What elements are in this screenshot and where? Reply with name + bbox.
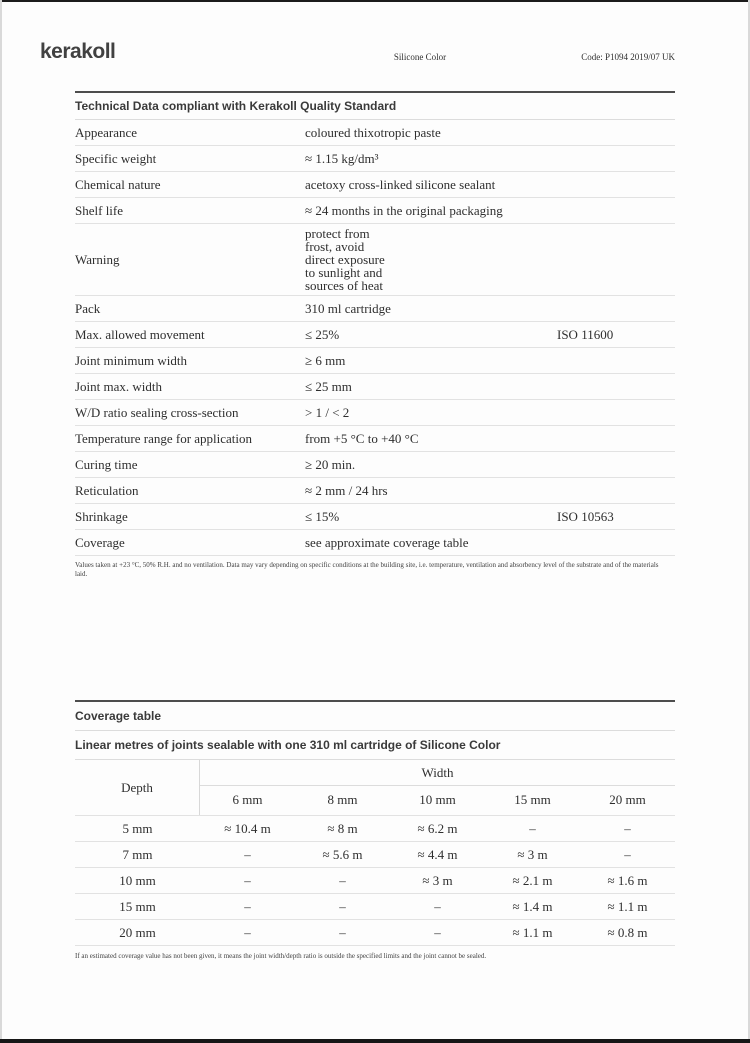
coverage-table-subtitle: Linear metres of joints sealable with one 310 ml cartridge of Silicone Color bbox=[75, 731, 675, 760]
page-left-edge bbox=[0, 0, 2, 1043]
coverage-cell: ≈ 10.4 m bbox=[224, 820, 271, 836]
row-label: Shrinkage bbox=[75, 509, 128, 524]
coverage-row bbox=[75, 894, 675, 920]
row-label: Reticulation bbox=[75, 483, 139, 498]
row-standard: ISO 11600 bbox=[557, 327, 614, 342]
depth-header-cell: Depth bbox=[75, 760, 200, 815]
table-row bbox=[75, 322, 675, 348]
coverage-cell: – bbox=[244, 898, 251, 914]
table-row bbox=[75, 530, 675, 556]
row-label: Joint max. width bbox=[75, 379, 163, 394]
depth-cell: 15 mm bbox=[119, 898, 156, 914]
row-value: ≥ 20 min. bbox=[305, 457, 356, 472]
row-label: Curing time bbox=[75, 457, 138, 472]
row-standard: ISO 10563 bbox=[557, 509, 614, 524]
technical-footnote: Values taken at +23 °C, 50% R.H. and no ventilation. Data may vary depending on specific conditions at the building site, i.e. temperature, ventilation and absorbency level of the substrate and of the materials laid. bbox=[75, 561, 659, 578]
coverage-cell: ≈ 6.2 m bbox=[417, 820, 458, 836]
coverage-cell: ≈ 1.1 m bbox=[512, 924, 553, 940]
row-value: ≈ 24 months in the original packaging bbox=[305, 203, 503, 218]
coverage-header bbox=[75, 760, 675, 816]
row-label: Temperature range for application bbox=[75, 431, 253, 446]
table-row bbox=[75, 172, 675, 198]
coverage-cell: – bbox=[244, 924, 251, 940]
width-header-area bbox=[200, 760, 675, 815]
coverage-cell: – bbox=[434, 924, 441, 940]
row-label: Shelf life bbox=[75, 203, 124, 218]
width-column-header: 10 mm bbox=[419, 792, 456, 807]
table-row bbox=[75, 400, 675, 426]
row-label: Specific weight bbox=[75, 151, 157, 166]
coverage-row bbox=[75, 920, 675, 946]
row-value: ≤ 15% bbox=[305, 509, 340, 524]
coverage-table-title: Coverage table bbox=[75, 702, 675, 731]
coverage-values bbox=[200, 899, 675, 915]
row-label: Joint minimum width bbox=[75, 353, 187, 368]
technical-table-title: Technical Data compliant with Kerakoll Quality Standard bbox=[75, 93, 675, 120]
page-bottom-edge bbox=[0, 1039, 750, 1043]
document-body bbox=[75, 91, 675, 961]
coverage-cell: – bbox=[339, 898, 346, 914]
depth-cell: 10 mm bbox=[119, 872, 156, 888]
coverage-cell: ≈ 8 m bbox=[327, 820, 358, 836]
row-label: Coverage bbox=[75, 535, 125, 550]
coverage-cell: ≈ 1.1 m bbox=[607, 898, 648, 914]
row-label: Appearance bbox=[75, 125, 138, 140]
width-column-header: 8 mm bbox=[327, 792, 358, 807]
coverage-cell: ≈ 2.1 m bbox=[512, 872, 553, 888]
row-value: ≈ 2 mm / 24 hrs bbox=[305, 483, 388, 498]
coverage-cell: ≈ 3 m bbox=[422, 872, 453, 888]
width-column-header: 20 mm bbox=[609, 792, 646, 807]
row-label: Warning bbox=[75, 252, 120, 267]
row-label: Pack bbox=[75, 301, 101, 316]
width-column-header: 15 mm bbox=[514, 792, 551, 807]
row-label: Max. allowed movement bbox=[75, 327, 205, 342]
row-value: 310 ml cartridge bbox=[305, 301, 391, 316]
coverage-cell: – bbox=[624, 820, 631, 836]
table-row bbox=[75, 374, 675, 400]
table-row bbox=[75, 296, 675, 322]
coverage-cell: – bbox=[339, 872, 346, 888]
coverage-row bbox=[75, 842, 675, 868]
coverage-cell: ≈ 0.8 m bbox=[607, 924, 648, 940]
kerakoll-logo: kerakoll bbox=[40, 40, 116, 63]
coverage-cell: ≈ 4.4 m bbox=[417, 846, 458, 862]
width-header-cell: Width bbox=[200, 760, 675, 786]
coverage-cell: – bbox=[434, 898, 441, 914]
coverage-cell: – bbox=[529, 820, 536, 836]
row-value: coloured thixotropic paste bbox=[305, 125, 441, 140]
technical-data-table bbox=[75, 91, 675, 578]
table-row bbox=[75, 478, 675, 504]
document-code: Code: P1094 2019/07 UK bbox=[581, 52, 675, 62]
width-column-header: 6 mm bbox=[232, 792, 263, 807]
table-row bbox=[75, 224, 675, 296]
row-value: from +5 °C to +40 °C bbox=[305, 431, 419, 446]
coverage-cell: – bbox=[244, 872, 251, 888]
row-value: ≤ 25 mm bbox=[305, 379, 352, 394]
page-top-edge bbox=[0, 0, 750, 2]
table-row bbox=[75, 146, 675, 172]
depth-cell: 5 mm bbox=[122, 820, 153, 836]
document-title: Silicone Color bbox=[393, 52, 447, 62]
coverage-values bbox=[200, 847, 675, 863]
depth-cell: 20 mm bbox=[119, 924, 156, 940]
page-header bbox=[0, 40, 750, 80]
coverage-cell: – bbox=[244, 846, 251, 862]
coverage-values bbox=[200, 873, 675, 889]
row-label: Chemical nature bbox=[75, 177, 161, 192]
coverage-cell: ≈ 3 m bbox=[517, 846, 548, 862]
row-value: see approximate coverage table bbox=[305, 535, 469, 550]
table-row bbox=[75, 452, 675, 478]
coverage-values bbox=[200, 925, 675, 941]
row-value: ≈ 1.15 kg/dm³ bbox=[305, 151, 379, 166]
coverage-cell: – bbox=[339, 924, 346, 940]
width-columns bbox=[200, 786, 675, 815]
coverage-table-section bbox=[75, 700, 675, 961]
coverage-cell: ≈ 5.6 m bbox=[322, 846, 363, 862]
coverage-cell: – bbox=[624, 846, 631, 862]
coverage-row bbox=[75, 868, 675, 894]
table-row bbox=[75, 504, 675, 530]
table-row bbox=[75, 120, 675, 146]
coverage-footnote: If an estimated coverage value has not been given, it means the joint width/depth ratio is outside the specified limits and the joint cannot be sealed. bbox=[75, 952, 487, 960]
row-value: ≥ 6 mm bbox=[305, 353, 346, 368]
row-value: > 1 / < 2 bbox=[305, 405, 350, 420]
row-value: acetoxy cross-linked silicone sealant bbox=[305, 177, 496, 192]
row-label: W/D ratio sealing cross-section bbox=[75, 405, 239, 420]
coverage-row bbox=[75, 816, 675, 842]
table-row bbox=[75, 198, 675, 224]
coverage-values bbox=[200, 821, 675, 837]
row-value: ≤ 25% bbox=[305, 327, 340, 342]
coverage-cell: ≈ 1.4 m bbox=[512, 898, 553, 914]
coverage-cell: ≈ 1.6 m bbox=[607, 872, 648, 888]
depth-cell: 7 mm bbox=[122, 846, 153, 862]
row-value: protect from frost, avoid direct exposure to sunlight and sources of heat bbox=[305, 226, 385, 293]
table-row bbox=[75, 348, 675, 374]
table-row bbox=[75, 426, 675, 452]
